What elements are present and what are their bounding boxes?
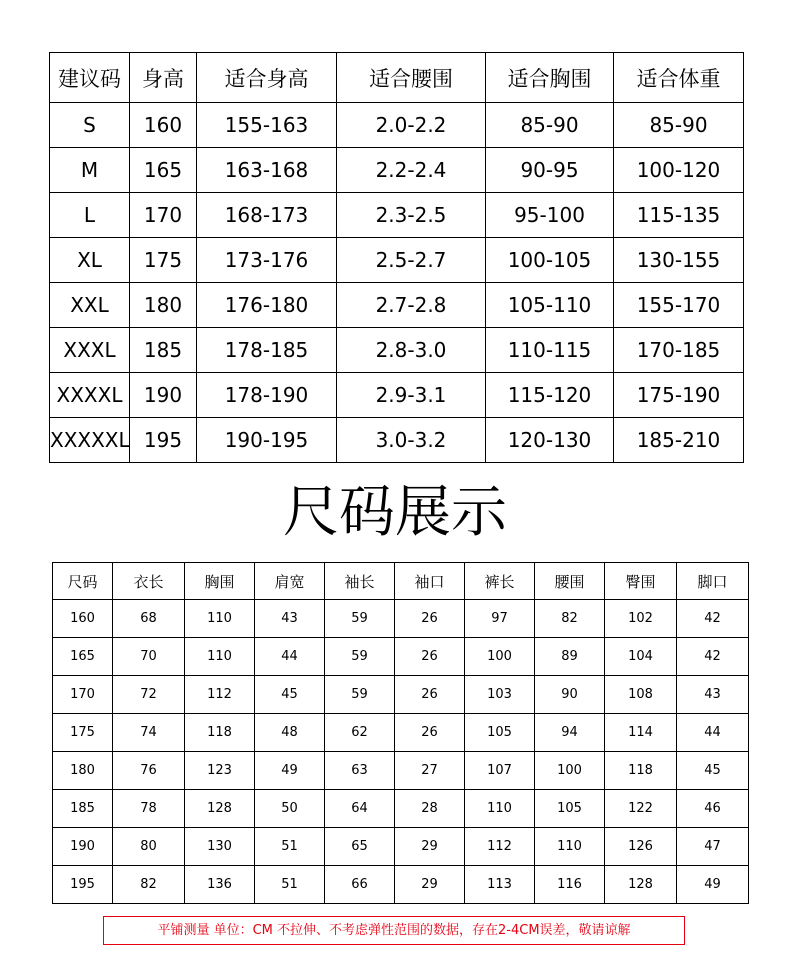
- table-cell: 26: [395, 638, 465, 676]
- table-cell: 118: [185, 714, 255, 752]
- table-cell: 123: [185, 752, 255, 790]
- table-cell: 95-100: [486, 193, 614, 238]
- table-cell: 102: [605, 600, 677, 638]
- table-cell: 80: [113, 828, 185, 866]
- table-cell: 185: [130, 328, 197, 373]
- table-cell: 50: [255, 790, 325, 828]
- table-cell: 2.9-3.1: [337, 373, 486, 418]
- table-cell: 74: [113, 714, 185, 752]
- table-cell: 3.0-3.2: [337, 418, 486, 463]
- header-cell: 衣长: [113, 563, 185, 600]
- table-cell: 185: [53, 790, 113, 828]
- table-cell: 90: [535, 676, 605, 714]
- table-cell: 110: [535, 828, 605, 866]
- table-cell: 128: [605, 866, 677, 904]
- header-cell: 臀围: [605, 563, 677, 600]
- table-cell: 170: [130, 193, 197, 238]
- table-cell: 26: [395, 676, 465, 714]
- table-cell: 97: [465, 600, 535, 638]
- table-cell: 195: [130, 418, 197, 463]
- header-cell: 腰围: [535, 563, 605, 600]
- table-cell: 42: [677, 638, 749, 676]
- table-cell: 76: [113, 752, 185, 790]
- table-row: [53, 828, 749, 866]
- table-cell: 68: [113, 600, 185, 638]
- table-cell: 64: [325, 790, 395, 828]
- table-cell: 118: [605, 752, 677, 790]
- table-cell: 180: [53, 752, 113, 790]
- table-row: [53, 790, 749, 828]
- table-cell: XXXXXL: [50, 418, 130, 463]
- table-cell: M: [50, 148, 130, 193]
- table-cell: 105-110: [486, 283, 614, 328]
- header-cell: 袖口: [395, 563, 465, 600]
- table-cell: 90-95: [486, 148, 614, 193]
- table-cell: 122: [605, 790, 677, 828]
- table-cell: 28: [395, 790, 465, 828]
- table-cell: 42: [677, 600, 749, 638]
- table-cell: 155-170: [614, 283, 744, 328]
- table-cell: 165: [53, 638, 113, 676]
- table-row: [50, 193, 744, 238]
- table-cell: 170: [53, 676, 113, 714]
- table-row: [50, 103, 744, 148]
- header-cell: 身高: [130, 53, 197, 103]
- header-cell: 尺码: [53, 563, 113, 600]
- table-row: [53, 714, 749, 752]
- table-cell: 170-185: [614, 328, 744, 373]
- table-cell: 45: [255, 676, 325, 714]
- table-row: [53, 600, 749, 638]
- table-cell: 63: [325, 752, 395, 790]
- table-row: [50, 283, 744, 328]
- table-cell: XXL: [50, 283, 130, 328]
- table-cell: 175: [53, 714, 113, 752]
- table-cell: 185-210: [614, 418, 744, 463]
- table-cell: L: [50, 193, 130, 238]
- table-cell: 2.3-2.5: [337, 193, 486, 238]
- table-cell: 112: [185, 676, 255, 714]
- table-cell: 104: [605, 638, 677, 676]
- table-row: [50, 373, 744, 418]
- header-cell: 适合身高: [197, 53, 337, 103]
- table-cell: 126: [605, 828, 677, 866]
- table-cell: 26: [395, 714, 465, 752]
- table-cell: 136: [185, 866, 255, 904]
- table-cell: 100: [535, 752, 605, 790]
- table-cell: 160: [130, 103, 197, 148]
- table-cell: 46: [677, 790, 749, 828]
- table-cell: 2.7-2.8: [337, 283, 486, 328]
- section-title: 尺码展示: [283, 480, 507, 545]
- table-cell: 180: [130, 283, 197, 328]
- table-cell: 195: [53, 866, 113, 904]
- table-cell: 115-135: [614, 193, 744, 238]
- table-row: [50, 238, 744, 283]
- table-cell: 65: [325, 828, 395, 866]
- table-header-row: [53, 563, 749, 600]
- table-cell: 155-163: [197, 103, 337, 148]
- table-cell: 70: [113, 638, 185, 676]
- table-cell: 103: [465, 676, 535, 714]
- table-cell: 47: [677, 828, 749, 866]
- table-cell: 51: [255, 828, 325, 866]
- table-cell: S: [50, 103, 130, 148]
- table-cell: 85-90: [486, 103, 614, 148]
- size-recommendation-table: [49, 52, 744, 463]
- table-cell: XXXXL: [50, 373, 130, 418]
- table-cell: 105: [465, 714, 535, 752]
- table-cell: 29: [395, 828, 465, 866]
- table-cell: 116: [535, 866, 605, 904]
- table-cell: 110-115: [486, 328, 614, 373]
- table-cell: 82: [535, 600, 605, 638]
- table-row: [53, 676, 749, 714]
- table-cell: 49: [677, 866, 749, 904]
- table-cell: 94: [535, 714, 605, 752]
- table-cell: 100: [465, 638, 535, 676]
- table-cell: 176-180: [197, 283, 337, 328]
- table-cell: 78: [113, 790, 185, 828]
- table-cell: 128: [185, 790, 255, 828]
- header-cell: 胸围: [185, 563, 255, 600]
- table-cell: 163-168: [197, 148, 337, 193]
- table-cell: 178-190: [197, 373, 337, 418]
- table-cell: 43: [677, 676, 749, 714]
- table-cell: 130-155: [614, 238, 744, 283]
- table-cell: 175: [130, 238, 197, 283]
- header-cell: 肩宽: [255, 563, 325, 600]
- table-cell: 51: [255, 866, 325, 904]
- header-cell: 脚口: [677, 563, 749, 600]
- header-cell: 袖长: [325, 563, 395, 600]
- table-cell: 105: [535, 790, 605, 828]
- table-cell: 29: [395, 866, 465, 904]
- table-cell: 82: [113, 866, 185, 904]
- table-cell: 26: [395, 600, 465, 638]
- table-row: [50, 148, 744, 193]
- table-cell: 100-120: [614, 148, 744, 193]
- table-cell: 190: [53, 828, 113, 866]
- table-cell: 114: [605, 714, 677, 752]
- table-cell: 110: [465, 790, 535, 828]
- table-cell: 130: [185, 828, 255, 866]
- table-cell: 178-185: [197, 328, 337, 373]
- table-cell: 59: [325, 638, 395, 676]
- table-cell: 160: [53, 600, 113, 638]
- table-cell: 173-176: [197, 238, 337, 283]
- header-cell: 适合腰围: [337, 53, 486, 103]
- measurement-table: [52, 562, 749, 904]
- table-cell: 72: [113, 676, 185, 714]
- table-row: [50, 418, 744, 463]
- table-row: [50, 328, 744, 373]
- table-cell: 66: [325, 866, 395, 904]
- header-cell: 裤长: [465, 563, 535, 600]
- table-cell: 110: [185, 638, 255, 676]
- table-row: [53, 866, 749, 904]
- table-cell: XXXL: [50, 328, 130, 373]
- table-cell: 175-190: [614, 373, 744, 418]
- table-cell: 45: [677, 752, 749, 790]
- table-cell: 2.5-2.7: [337, 238, 486, 283]
- table-cell: 49: [255, 752, 325, 790]
- table-cell: 59: [325, 676, 395, 714]
- table-header-row: [50, 53, 744, 103]
- table-cell: 115-120: [486, 373, 614, 418]
- table-row: [53, 638, 749, 676]
- table-cell: 168-173: [197, 193, 337, 238]
- table-cell: 110: [185, 600, 255, 638]
- header-cell: 适合胸围: [486, 53, 614, 103]
- table-cell: 2.0-2.2: [337, 103, 486, 148]
- table-cell: 100-105: [486, 238, 614, 283]
- header-cell: 建议码: [50, 53, 130, 103]
- table-cell: 62: [325, 714, 395, 752]
- table-cell: 85-90: [614, 103, 744, 148]
- table-cell: 2.8-3.0: [337, 328, 486, 373]
- table-row: [53, 752, 749, 790]
- table-cell: 190: [130, 373, 197, 418]
- header-cell: 适合体重: [614, 53, 744, 103]
- table-cell: 89: [535, 638, 605, 676]
- table-cell: XL: [50, 238, 130, 283]
- table-cell: 44: [255, 638, 325, 676]
- table-cell: 43: [255, 600, 325, 638]
- table-cell: 108: [605, 676, 677, 714]
- table-cell: 165: [130, 148, 197, 193]
- table-cell: 112: [465, 828, 535, 866]
- table-cell: 27: [395, 752, 465, 790]
- table-cell: 48: [255, 714, 325, 752]
- table-cell: 190-195: [197, 418, 337, 463]
- measurement-note: 平铺测量 单位：CM 不拉伸、不考虑弹性范围的数据，存在2-4CM误差，敬请谅解: [103, 916, 685, 945]
- table-cell: 2.2-2.4: [337, 148, 486, 193]
- table-cell: 44: [677, 714, 749, 752]
- table-cell: 107: [465, 752, 535, 790]
- table-cell: 113: [465, 866, 535, 904]
- table-cell: 120-130: [486, 418, 614, 463]
- table-cell: 59: [325, 600, 395, 638]
